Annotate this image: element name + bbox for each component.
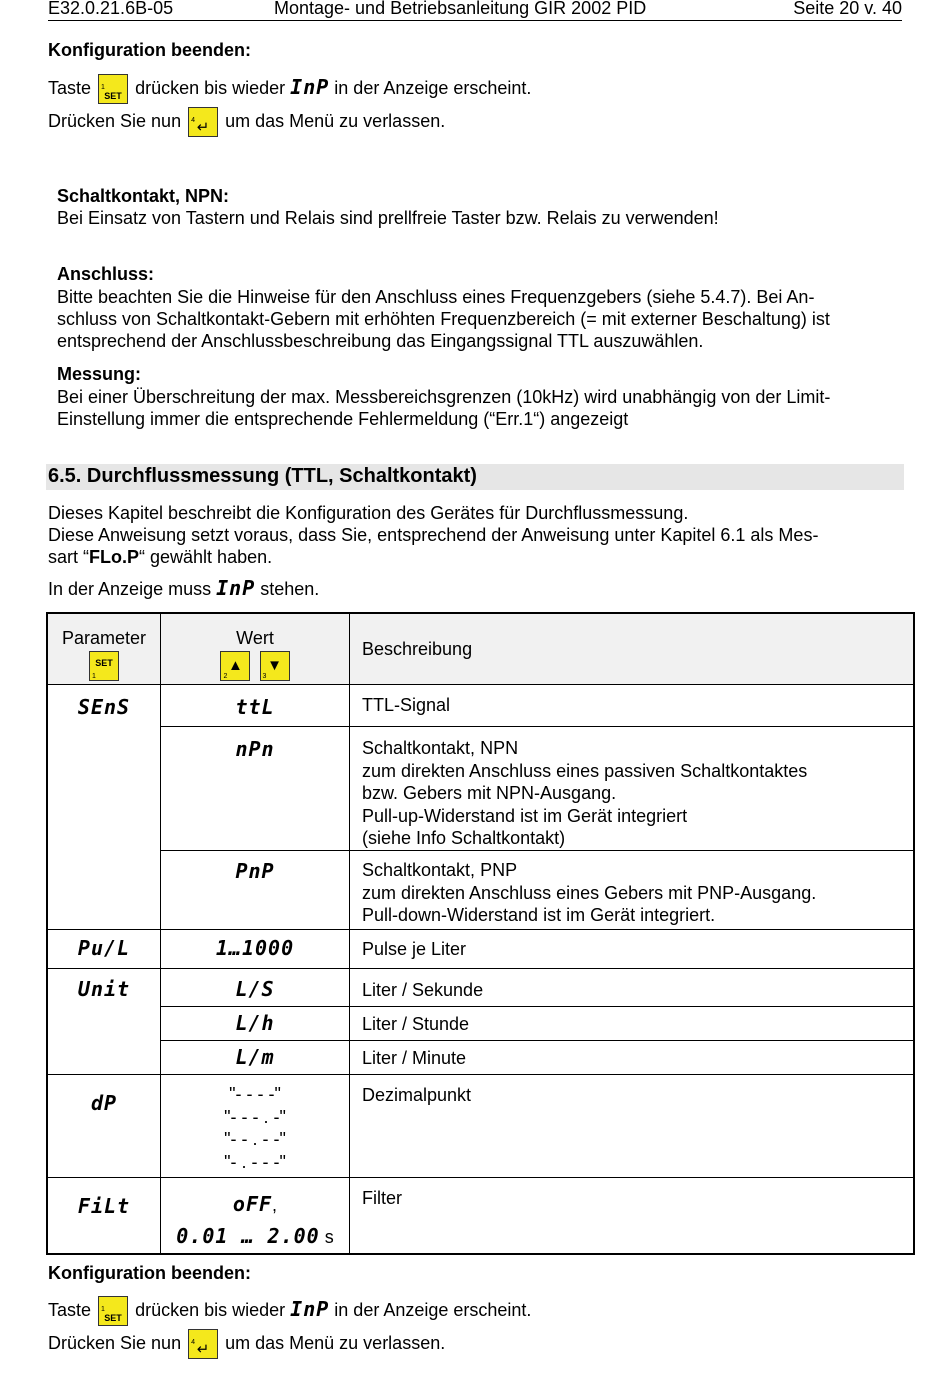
value-ls: L/S xyxy=(235,977,275,1001)
display-instruction: In der Anzeige muss InP stehen. xyxy=(48,576,320,600)
doc-number: E32.0.21.6B-05 xyxy=(48,0,174,18)
desc-dp: Dezimalpunkt xyxy=(362,1085,472,1105)
table-row xyxy=(47,930,914,969)
display-inp: InP xyxy=(290,1297,330,1321)
section-intro: Dieses Kapitel beschreibt die Konfiguration des Gerätes für Durchflussmessung. Diese Anweisung setzt voraus, dass Sie, entsprechend der Anweisung unter Kapitel 6.1 als Mes- sart “FLo.P“ gewählt haben. xyxy=(48,503,819,567)
value-pnp: PnP xyxy=(235,859,275,883)
set-key-icon: SET 1 xyxy=(98,1296,128,1326)
desc-ttl: TTL-Signal xyxy=(362,695,451,715)
param-unit: Unit xyxy=(77,977,131,1001)
messung-title: Messung: xyxy=(57,364,142,384)
parameter-table xyxy=(46,612,915,1255)
finish-config-line1: Taste SET 1 drücken bis wieder InP in der Anzeige erscheint. xyxy=(48,1294,531,1326)
set-key-icon: SET 1 xyxy=(98,74,128,104)
finish-config-title: Konfiguration beenden: xyxy=(48,1263,251,1283)
anschluss-title: Anschluss: xyxy=(57,264,155,284)
page-header xyxy=(48,0,902,21)
param-sens: SEnS xyxy=(77,695,131,719)
schaltkontakt-title: Schaltkontakt, NPN: xyxy=(57,186,230,206)
down-key-icon: ▼ 3 xyxy=(260,651,290,681)
schaltkontakt-text: Bei Einsatz von Tastern und Relais sind prellfreie Taster bzw. Relais zu verwenden! xyxy=(57,208,719,228)
display-inp: InP xyxy=(290,75,330,99)
desc-npn: Schaltkontakt, NPN zum direkten Anschluss eines passiven Schaltkontaktes bzw. Gebers mit NPN-Ausgang. Pull-up-Widerstand ist im Gerät integriert (siehe Info Schaltkontakt) xyxy=(350,727,915,851)
desc-lm: Liter / Minute xyxy=(362,1048,467,1068)
page-number: Seite 20 v. 40 xyxy=(793,0,902,18)
header-parameter: Parameter SET 1 xyxy=(47,613,161,685)
anschluss-text: Bitte beachten Sie die Hinweise für den Anschluss eines Frequenzgebers (siehe 5.4.7). Bei An- schluss von Schaltkontakt-Gebern mit erhöhten Frequenzbereich (= mit externer Beschaltung) ist entsprechend der Anschlussbeschreibung das Eingangssignal TTL auszuwählen. xyxy=(57,287,830,351)
table-row xyxy=(47,1075,914,1178)
doc-title: Montage- und Betriebsanleitung GIR 2002 PID xyxy=(274,0,647,18)
table-row xyxy=(47,969,914,1007)
value-lh: L/h xyxy=(235,1011,275,1035)
finish-config-title: Konfiguration beenden: xyxy=(48,40,251,60)
up-key-icon: ▲ 2 xyxy=(220,651,250,681)
set-key-icon: SET 1 xyxy=(89,651,119,681)
section-heading: 6.5. Durchflussmessung (TTL, Schaltkontakt) xyxy=(46,464,904,490)
value-dp: "- - - -" "- - - . -" "- - . - -" "- . - - -" xyxy=(161,1075,350,1178)
param-dp: dP xyxy=(90,1091,118,1115)
table-row xyxy=(47,1041,914,1075)
value-filt: oFF, 0.01 … 2.00 s xyxy=(161,1178,350,1254)
value-ttl: ttL xyxy=(235,695,275,719)
table-row xyxy=(47,1178,914,1254)
value-npn: nPn xyxy=(235,737,275,761)
desc-pnp: Schaltkontakt, PNP zum direkten Anschluss eines Gebers mit PNP-Ausgang. Pull-down-Widerstand ist im Gerät integriert. xyxy=(350,851,915,930)
header-beschreibung: Beschreibung xyxy=(350,613,915,685)
param-filt: FiLt xyxy=(77,1194,131,1218)
value-lm: L/m xyxy=(235,1045,275,1069)
table-row xyxy=(47,851,914,930)
table-header-row xyxy=(47,613,914,685)
desc-filt: Filter xyxy=(362,1188,402,1208)
messung-text: Bei einer Überschreitung der max. Messbereichsgrenzen (10kHz) wird unabhängig von der Limit- Einstellung immer die entsprechende Fehlermeldung (“Err.1“) angezeigt xyxy=(57,387,831,429)
value-purl: 1…1000 xyxy=(215,936,295,960)
enter-key-icon: ↵ 4 xyxy=(188,1329,218,1359)
finish-config-line2: Drücken Sie nun ↵ 4 um das Menü zu verlassen. xyxy=(48,1328,445,1359)
desc-lh: Liter / Stunde xyxy=(362,1014,470,1034)
finish-config-line1: Taste SET 1 drücken bis wieder InP in der Anzeige erscheint. xyxy=(48,72,531,104)
table-row xyxy=(47,1007,914,1041)
table-row xyxy=(47,685,914,727)
desc-ls: Liter / Sekunde xyxy=(362,980,484,1000)
param-purl: Pu/L xyxy=(77,936,131,960)
desc-purl: Pulse je Liter xyxy=(362,939,467,959)
header-wert: Wert ▲ 2 ▼ 3 xyxy=(161,613,350,685)
finish-config-line2: Drücken Sie nun ↵ 4 um das Menü zu verlassen. xyxy=(48,106,445,137)
table-row xyxy=(47,727,914,851)
display-inp: InP xyxy=(216,576,256,600)
enter-key-icon: ↵ 4 xyxy=(188,107,218,137)
